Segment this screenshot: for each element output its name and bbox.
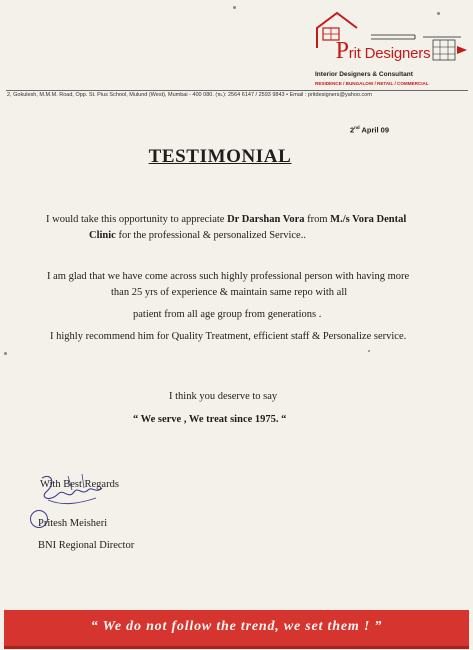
paper-speck <box>368 350 370 352</box>
company-address: 2, Gokulesh, M.M.M. Road, Opp. St. Pius School, Mulund (West), Mumbai - 400 080. (℡): 2564 6147 / 2593 9843 • Email : pritdesigners@yahoo.com <box>7 92 372 98</box>
closing-line: I think you deserve to say <box>169 391 278 402</box>
doctor-name: Dr Darshan Vora <box>227 214 305 225</box>
paper-speck <box>4 352 7 355</box>
signatory-name: Pritesh Meisheri <box>38 518 108 529</box>
document-title: TESTIMONIAL <box>148 146 292 167</box>
signatory-designation: BNI Regional Director <box>38 540 135 551</box>
quote-line: “ We serve , We treat since 1975. “ <box>133 414 287 425</box>
regards-line: With Best Regards <box>40 479 119 490</box>
footer-banner <box>4 610 469 649</box>
paragraph-3: I highly recommend him for Quality Treatment, efficient staff & Personalize service. <box>50 331 407 342</box>
paper-speck <box>233 6 236 9</box>
company-name <box>318 38 448 65</box>
company-logo <box>311 10 471 90</box>
company-services: RESIDENCE / BUNGALOW / RETAIL / COMMERCIAL <box>315 81 429 86</box>
company-name-rest: rit Designers <box>348 45 431 62</box>
date-day: 2 <box>350 125 355 135</box>
paragraph-2-line-3: patient from all age group from generations . <box>133 309 322 320</box>
company-initial: P <box>335 38 349 64</box>
paragraph-2-line-2: than 25 yrs of experience & maintain same repo with all <box>111 287 348 298</box>
clinic-name-part-2: Clinic <box>89 230 116 241</box>
p1-text-c: from <box>304 214 331 225</box>
date-month-year: April 09 <box>361 125 389 135</box>
handwritten-signature <box>38 470 108 512</box>
date-suffix: nd <box>354 125 360 130</box>
letter-date <box>350 125 389 135</box>
paragraph-1-line-2 <box>89 229 306 242</box>
company-tagline: Interior Designers & Consultant <box>315 71 413 78</box>
p1-text-e: for the professional & personalized Service.. <box>115 230 306 241</box>
p1-text-a: I would take this opportunity to appreciate <box>46 214 228 225</box>
header-divider <box>6 90 468 91</box>
footer-slogan: “ We do not follow the trend, we set them ! ” <box>90 619 383 634</box>
paragraph-2-line-1: I am glad that we have come across such highly professional person with having more <box>47 271 410 282</box>
paragraph-1-line-1 <box>46 213 406 226</box>
clinic-name-part-1: M./s Vora Dental <box>330 214 407 225</box>
